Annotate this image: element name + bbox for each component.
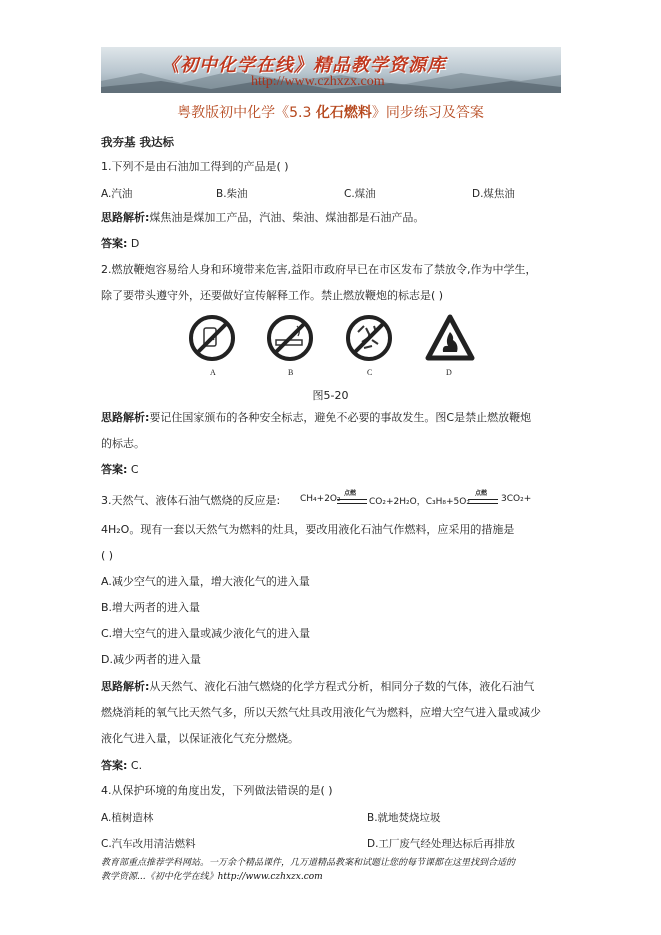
- analysis-text: 从天然气、液化石油气燃烧的化学方程式分析，相同分子数的气体，液化石油气: [149, 680, 535, 693]
- answer-label: 答案:: [101, 463, 128, 476]
- q2-analysis-line1: [101, 411, 531, 425]
- sign-label-d: D: [446, 368, 452, 377]
- q1-option-c: C.煤油: [344, 188, 376, 200]
- title-prefix: 粤教版初中化学《5.3: [177, 105, 316, 121]
- q3-eq1-condition: 点燃: [344, 490, 357, 497]
- sign-label-b: B: [288, 368, 294, 377]
- answer-value: C: [130, 463, 139, 476]
- no-smoking-sign-icon: [269, 317, 311, 359]
- q3-analysis-line3: 液化气进入量，以保证液化气充分燃烧。: [101, 732, 299, 745]
- answer-label: 答案:: [101, 237, 128, 250]
- flammable-warning-sign-icon: [428, 317, 472, 358]
- title-suffix: 》同步练习及答案: [371, 105, 484, 121]
- sign-label-a: A: [210, 368, 216, 377]
- footer-line2: 教学资源...《初中化学在线》http://www.czhxzx.com: [101, 872, 323, 882]
- q4-option-a: A.植树造林: [101, 812, 154, 824]
- q1-option-a: A.汽油: [101, 188, 133, 200]
- answer-value: D: [130, 237, 140, 250]
- analysis-label: 思路解析:: [101, 411, 150, 424]
- analysis-label: 思路解析:: [101, 211, 150, 224]
- no-firecracker-sign-icon: [348, 317, 390, 359]
- q3-eq1-sign: [337, 499, 367, 504]
- analysis-label: 思路解析:: [101, 680, 150, 693]
- q2-analysis-line2: 的标志。: [101, 437, 145, 450]
- section-heading: 我夯基 我达标: [101, 135, 175, 149]
- q1-option-d: D.煤焦油: [472, 188, 515, 200]
- footer-line1: 教育部重点推荐学科网站。一万余个精品课件，几万道精品教案和试题让您的每节课都在这里找到合适的: [101, 858, 516, 868]
- q3-stem-start: 3.天然气、液体石油气燃烧的反应是:: [101, 494, 281, 507]
- q1-stem: 1.下列不是由石油加工得到的产品是( ): [101, 160, 289, 173]
- q3-eq1-right: CO₂+2H₂O，C₃H₈+5O₂: [369, 497, 470, 507]
- q3-eq2-condition: 点燃: [475, 490, 488, 497]
- footer-note: [101, 856, 571, 884]
- q1-analysis: [101, 211, 424, 225]
- q4-option-c: C.汽车改用清洁燃料: [101, 838, 196, 850]
- q2-answer: [101, 463, 139, 477]
- q3-stem-line2: 4H₂O。现有一套以天然气为燃料的灶具，要改用液化石油气作燃料，应采用的措施是: [101, 523, 515, 536]
- q4-option-b: B.就地焚烧垃圾: [367, 812, 441, 824]
- page-title: [0, 102, 661, 122]
- q3-option-b: B.增大两者的进入量: [101, 601, 201, 614]
- title-emph: 化石燃料: [315, 105, 372, 121]
- q3-analysis-line2: 燃烧消耗的氧气比天然气多，所以天然气灶具改用液化气为燃料，应增大空气进入量或减少: [101, 706, 541, 719]
- safety-signs: [186, 314, 476, 370]
- sign-label-c: C: [367, 368, 373, 377]
- banner-url[interactable]: http://www.czhxzx.com: [251, 74, 385, 89]
- q3-stem-line3: ( ): [101, 549, 114, 562]
- q3-eq1-left: CH₄+2O₂: [300, 494, 341, 504]
- banner-title: 《初中化学在线》精品教学资源库: [161, 55, 446, 76]
- q3-option-c: C.增大空气的进入量或减少液化气的进入量: [101, 627, 311, 640]
- q1-answer: [101, 237, 139, 251]
- q3-eq2-sign: [468, 499, 498, 504]
- q3-eq2-right: 3CO₂+: [501, 494, 532, 504]
- analysis-text: 煤焦油是煤加工产品，汽油、柴油、煤油都是石油产品。: [149, 211, 425, 224]
- q4-stem: 4.从保护环境的角度出发，下列做法错误的是( ): [101, 784, 333, 797]
- no-lighter-sign-icon: [191, 317, 233, 359]
- figure-caption: 图5-20: [312, 389, 349, 402]
- q3-option-a: A.减少空气的进入量，增大液化气的进入量: [101, 575, 310, 588]
- q4-option-d: D.工厂废气经处理达标后再排放: [367, 838, 515, 850]
- q2-stem-line1: 2.燃放鞭炮容易给人身和环境带来危害,益阳市政府早已在市区发布了禁放令,作为中学生，: [101, 263, 537, 276]
- q2-stem-line2: 除了要带头遵守外，还要做好宣传解释工作。禁止燃放鞭炮的标志是( ): [101, 289, 444, 302]
- q3-answer: [101, 759, 142, 773]
- header-banner: [101, 47, 561, 93]
- answer-value: C.: [130, 759, 143, 772]
- q1-option-b: B.柴油: [216, 188, 248, 200]
- q3-option-d: D.减少两者的进入量: [101, 653, 201, 666]
- q3-analysis-line1: [101, 680, 534, 694]
- analysis-text: 要记住国家颁布的各种安全标志，避免不必要的事故发生。图C是禁止燃放鞭炮: [149, 411, 532, 424]
- answer-label: 答案:: [101, 759, 128, 772]
